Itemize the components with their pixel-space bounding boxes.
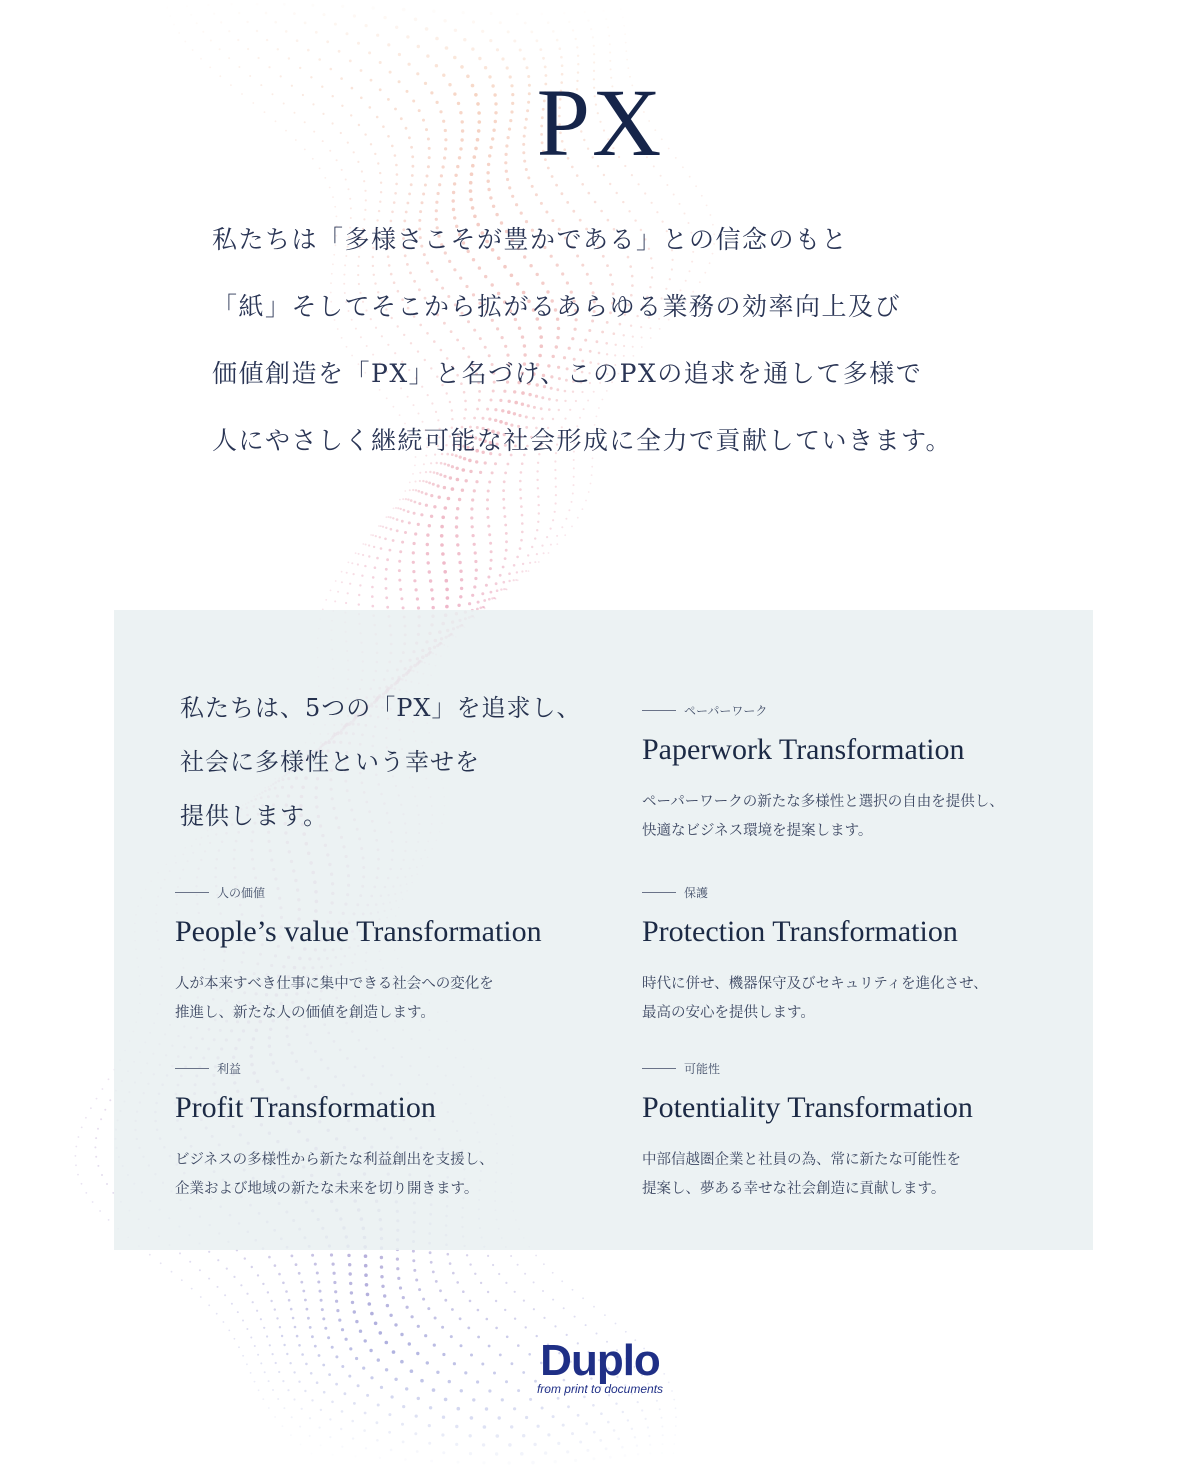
item-title: Paperwork Transformation [642, 733, 965, 766]
item-eyebrow [175, 1060, 575, 1076]
item-title: Potentiality Transformation [642, 1091, 973, 1124]
px-item-paperwork [642, 702, 1042, 846]
panel-lead [180, 686, 600, 848]
logo-tagline: from print to documents [536, 1382, 664, 1396]
eyebrow-rule [175, 1068, 209, 1069]
item-description [642, 1146, 1042, 1204]
page-title: PX [536, 69, 664, 176]
px-item-peoples-value [175, 884, 575, 1028]
duplo-logo [0, 1338, 1200, 1396]
eyebrow-label: ペーパーワーク [684, 703, 768, 718]
item-description [642, 788, 1042, 846]
eyebrow-label: 可能性 [684, 1061, 721, 1076]
px-item-profit [175, 1060, 575, 1204]
eyebrow-rule [642, 892, 676, 893]
eyebrow-label: 人の価値 [217, 885, 266, 900]
desc-line: 快適なビジネス環境を提案します。 [642, 823, 873, 839]
desc-line: 時代に併せ、機器保守及びセキュリティを進化させ、 [642, 976, 988, 992]
item-description [175, 1146, 575, 1204]
item-eyebrow [175, 884, 575, 900]
desc-line: 中部信越圏企業と社員の為、常に新たな可能性を [642, 1152, 961, 1168]
desc-line: 人が本来すべき仕事に集中できる社会への変化を [175, 976, 494, 992]
eyebrow-label: 保護 [684, 885, 709, 900]
item-eyebrow [642, 1060, 1042, 1076]
lead-line: 社会に多様性という幸せを [180, 748, 480, 776]
logo-wordmark: Duplo [540, 1336, 660, 1385]
px-item-potentiality [642, 1060, 1042, 1204]
desc-line: 推進し、新たな人の価値を創造します。 [175, 1005, 435, 1021]
intro-line: 「紙」そしてそこから拡がるあらゆる業務の効率向上及び [212, 292, 902, 321]
desc-line: 最高の安心を提供します。 [642, 1005, 815, 1021]
item-description [175, 970, 575, 1028]
intro-line: 私たちは「多様さこそが豊かである」との信念のもと [212, 225, 849, 254]
eyebrow-rule [642, 710, 676, 711]
intro-text [212, 218, 1112, 486]
item-title: Profit Transformation [175, 1091, 436, 1124]
eyebrow-rule [175, 892, 209, 893]
lead-line: 提供します。 [180, 802, 329, 830]
px-item-protection [642, 884, 1042, 1028]
item-eyebrow [642, 702, 1042, 718]
eyebrow-label: 利益 [217, 1061, 242, 1076]
desc-line: 企業および地域の新たな未来を切り開きます。 [175, 1181, 479, 1197]
intro-line: 価値創造を「PX」と名づけ、このPXの追求を通して多様で [212, 359, 923, 388]
lead-line: 私たちは、5つの「PX」を追求し、 [180, 694, 582, 722]
item-title: People’s value Transformation [175, 915, 542, 948]
desc-line: 提案し、夢ある幸せな社会創造に貢献します。 [642, 1181, 946, 1197]
intro-line: 人にやさしく継続可能な社会形成に全力で貢献していきます。 [212, 426, 953, 455]
item-title: Protection Transformation [642, 915, 958, 948]
desc-line: ビジネスの多様性から新たな利益創出を支援し、 [175, 1152, 494, 1168]
desc-line: ペーパーワークの新たな多様性と選択の自由を提供し、 [642, 794, 1004, 810]
item-eyebrow [642, 884, 1042, 900]
item-description [642, 970, 1042, 1028]
eyebrow-rule [642, 1068, 676, 1069]
